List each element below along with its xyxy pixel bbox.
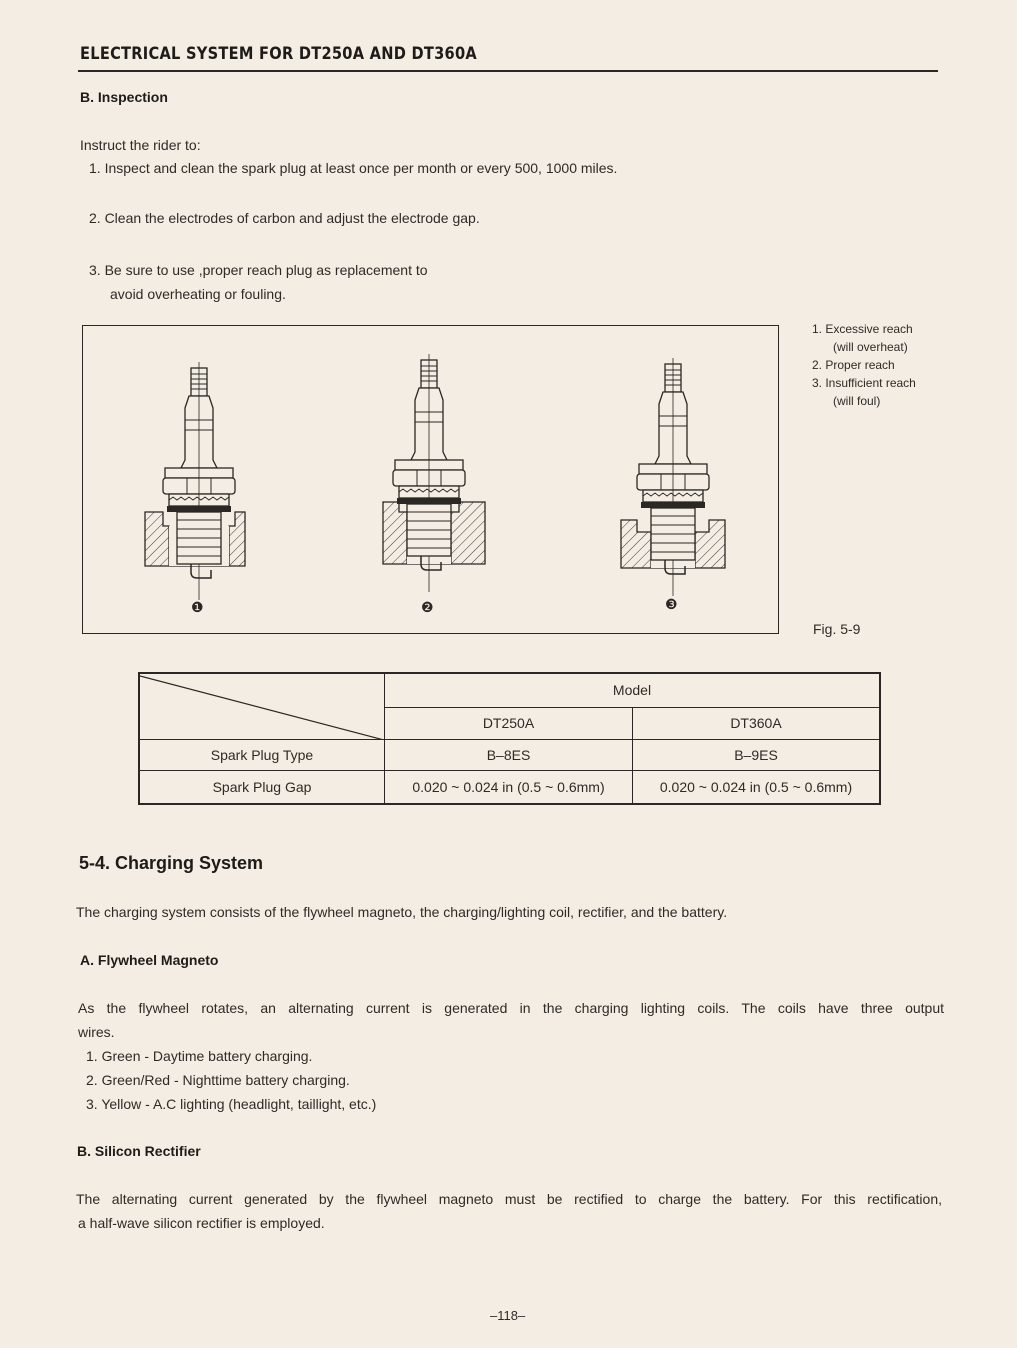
figure-legend	[812, 320, 916, 410]
plug-insufficient-reach	[621, 358, 725, 596]
table-corner-cell	[139, 673, 385, 739]
table-row	[139, 739, 880, 770]
figure-label: Fig. 5-9	[813, 621, 861, 637]
rectifier-heading: B. Silicon Rectifier	[77, 1143, 201, 1159]
magneto-para-line1: As the flywheel rotates, an alternating current is generated in the charging lighting coils. The coils have three output	[78, 1000, 944, 1016]
legend-item-1-note: (will overheat)	[833, 340, 908, 354]
inspection-item-1: 1. Inspect and clean the spark plug at least once per month or every 500, 1000 miles.	[89, 160, 618, 176]
rectifier-para-line1: The alternating current generated by the flywheel magneto must be rectified to charge the battery. For this rectification,	[76, 1191, 942, 1207]
charging-intro: The charging system consists of the flywheel magneto, the charging/lighting coil, rectifier, and the battery.	[76, 904, 728, 920]
legend-item-3-note: (will foul)	[833, 394, 881, 408]
row-label-gap: Spark Plug Gap	[139, 770, 385, 804]
page-header-title: ELECTRICAL SYSTEM FOR DT250A AND DT360A	[80, 44, 477, 64]
cell-gap-dt360a: 0.020 ~ 0.024 in (0.5 ~ 0.6mm)	[633, 770, 881, 804]
marker-1: ❶	[191, 599, 204, 615]
marker-3: ❸	[665, 596, 678, 612]
table-row	[139, 770, 880, 804]
magneto-item-3: 3. Yellow - A.C lighting (headlight, taillight, etc.)	[86, 1096, 377, 1112]
row-label-type: Spark Plug Type	[139, 739, 385, 770]
model-dt250a: DT250A	[385, 707, 633, 739]
plug-proper-reach	[383, 354, 485, 592]
inspection-item-2: 2. Clean the electrodes of carbon and adjust the electrode gap.	[89, 210, 480, 226]
marker-2: ❷	[421, 599, 434, 615]
cell-type-dt360a: B–9ES	[633, 739, 881, 770]
magneto-item-1: 1. Green - Daytime battery charging.	[86, 1048, 313, 1064]
inspection-item-3-cont: avoid overheating or fouling.	[110, 286, 286, 302]
section-title-charging: 5-4. Charging System	[79, 853, 264, 873]
model-dt360a: DT360A	[633, 707, 881, 739]
corner-diagonal	[140, 674, 384, 740]
magneto-para-line2: wires.	[78, 1024, 115, 1040]
header-rule	[78, 70, 938, 72]
legend-item-3: 3. Insufficient reach	[812, 376, 916, 390]
legend-item-1: 1. Excessive reach	[812, 322, 913, 336]
spark-plug-figure	[82, 325, 779, 634]
magneto-heading: A. Flywheel Magneto	[80, 952, 219, 968]
page-number: –118–	[490, 1308, 526, 1323]
inspection-heading: B. Inspection	[80, 89, 168, 105]
cell-type-dt250a: B–8ES	[385, 739, 633, 770]
spark-plug-illustration	[83, 326, 780, 635]
plug-excessive-reach	[145, 362, 245, 600]
magneto-item-2: 2. Green/Red - Nighttime battery charging.	[86, 1072, 350, 1088]
rectifier-para-line2: a half-wave silicon rectifier is employed.	[78, 1215, 325, 1231]
legend-item-2: 2. Proper reach	[812, 358, 895, 372]
spark-plug-spec-table	[138, 672, 881, 805]
inspection-intro: Instruct the rider to:	[80, 137, 201, 153]
inspection-item-3: 3. Be sure to use ,proper reach plug as replacement to	[89, 262, 428, 278]
model-header: Model	[385, 673, 881, 707]
cell-gap-dt250a: 0.020 ~ 0.024 in (0.5 ~ 0.6mm)	[385, 770, 633, 804]
